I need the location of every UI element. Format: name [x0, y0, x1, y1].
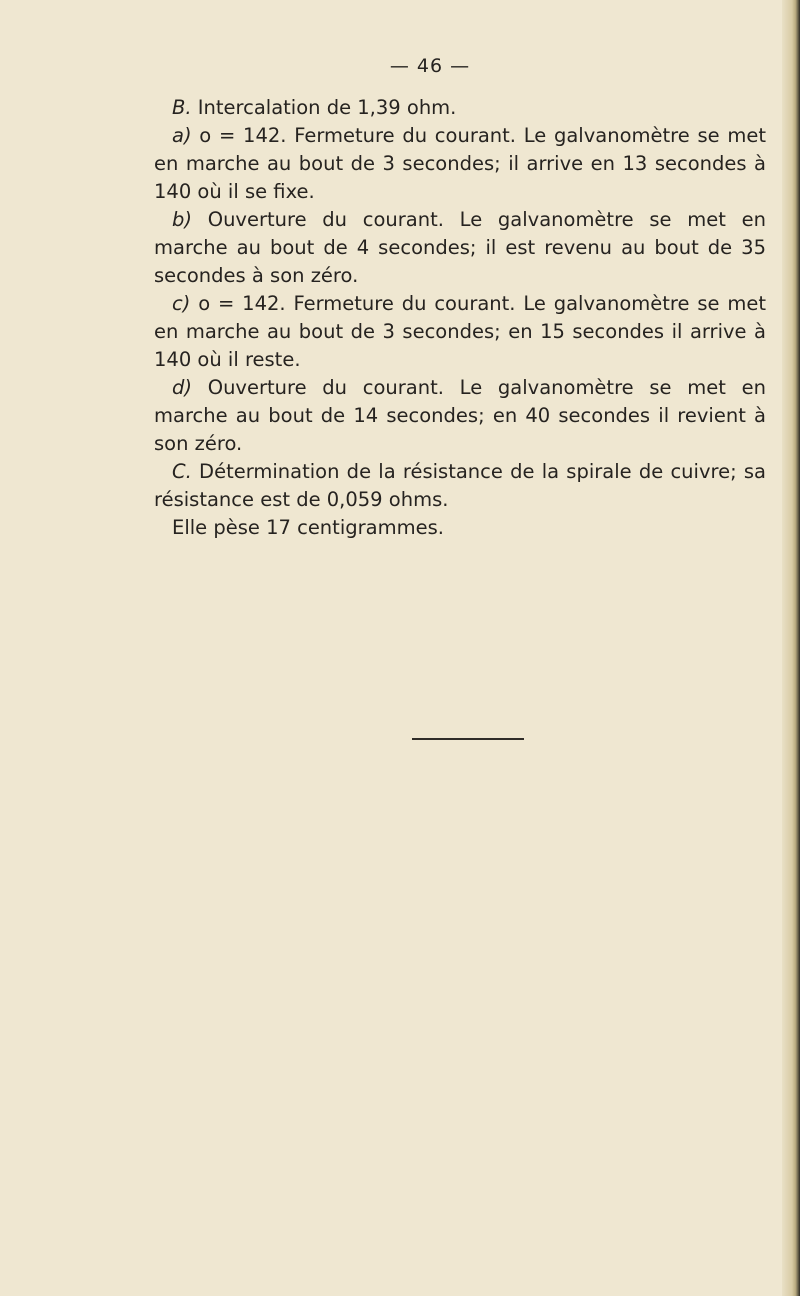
- paragraph-b-sub: [154, 206, 766, 290]
- paragraph-text: Ouverture du courant. Le galvanomètre se met en marche au bout de 14 secondes; en 40 secondes il revient à son zéro.: [154, 376, 766, 455]
- page-edge-shadow: [782, 0, 800, 1296]
- paragraph-label: d): [172, 376, 192, 399]
- paragraph-text: o = 142. Fermeture du courant. Le galvanomètre se met en marche au bout de 3 secondes; en 15 secondes il arrive à 140 où il reste.: [154, 292, 766, 371]
- paragraph-text: o = 142. Fermeture du courant. Le galvanomètre se met en marche au bout de 3 secondes; il arrive en 13 secondes à 140 où il se fixe.: [154, 124, 766, 203]
- section-divider: [412, 738, 524, 740]
- body-text: [154, 94, 766, 542]
- paragraph-text: Détermination de la résistance de la spirale de cuivre; sa résistance est de 0,059 ohms.: [154, 460, 766, 511]
- paragraph-text: Elle pèse 17 centigrammes.: [172, 516, 444, 539]
- paragraph-d-sub: [154, 374, 766, 458]
- paragraph-c: [154, 458, 766, 514]
- page-number: — 46 —: [389, 55, 471, 77]
- paragraph-c-sub: [154, 290, 766, 374]
- paragraph-label: c): [172, 292, 191, 315]
- paragraph-label: C.: [172, 460, 192, 483]
- paragraph-a: [154, 122, 766, 206]
- paragraph-text: Intercalation de 1,39 ohm.: [191, 96, 457, 119]
- paragraph-b: [154, 94, 766, 122]
- paragraph-label: B.: [172, 96, 192, 119]
- paragraph-label: b): [172, 208, 192, 231]
- paragraph-weight: [154, 514, 766, 542]
- paragraph-text: Ouverture du courant. Le galvanomètre se met en marche au bout de 4 secondes; il est revenu au bout de 35 secondes à son zéro.: [154, 208, 766, 287]
- paragraph-label: a): [172, 124, 192, 147]
